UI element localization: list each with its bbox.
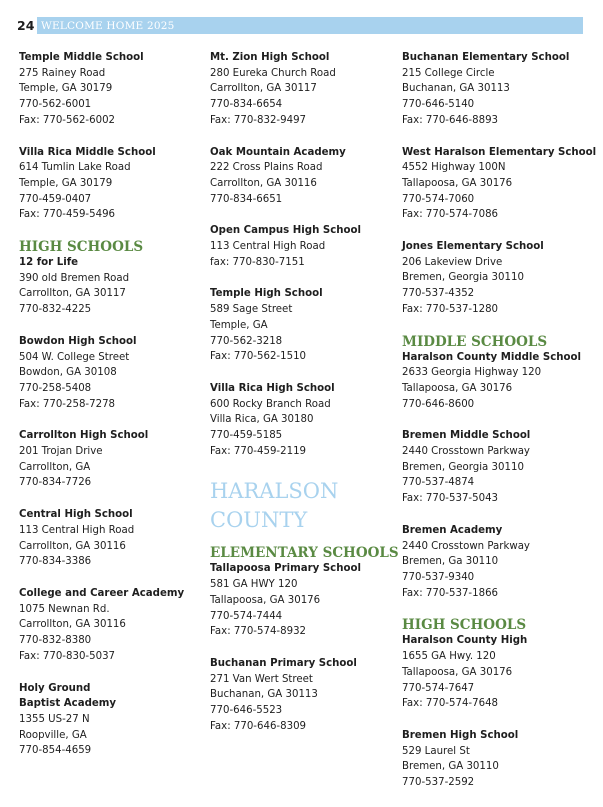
school-name: Carrollton High School — [19, 430, 149, 442]
school-name: Buchanan Primary School — [210, 657, 357, 669]
school-detail-line: 770-646-5140 — [402, 99, 475, 111]
school-detail-line: Fax: 770-830-5037 — [19, 650, 116, 662]
school-detail-line: 770-459-5185 — [210, 430, 283, 442]
school-detail-line: Fax: 770-537-5043 — [402, 493, 499, 505]
school-entry — [402, 523, 587, 602]
school-detail-line: 390 old Bremen Road — [19, 272, 130, 284]
entries-group — [19, 255, 209, 759]
column-2 — [210, 50, 400, 751]
school-name: Haralson County High — [402, 635, 528, 647]
school-name: Temple Middle School — [19, 52, 144, 63]
school-detail-line: Fax: 770-646-8309 — [210, 720, 307, 732]
school-entry — [210, 561, 400, 640]
school-detail-line: 770-562-6001 — [19, 99, 92, 111]
school-entry — [402, 728, 587, 791]
school-detail-line: Carrollton, GA 30116 — [210, 177, 317, 189]
section-heading-middle-schools: MIDDLE SCHOOLS — [402, 333, 548, 350]
school-detail-line: 770-854-4659 — [19, 745, 92, 757]
school-entry — [19, 507, 209, 570]
school-entry — [19, 334, 209, 413]
school-entry — [402, 145, 597, 224]
school-name: Bremen Academy — [402, 524, 503, 536]
school-detail-line: Fax: 770-537-1866 — [402, 587, 499, 599]
school-detail-line: Fax: 770-537-1280 — [402, 303, 499, 315]
school-detail-line: Fax: 770-459-5496 — [19, 209, 116, 221]
school-detail-line: Bremen, Ga 30110 — [402, 556, 499, 568]
school-detail-line: Villa Rica, GA 30180 — [210, 414, 314, 426]
school-detail-line: 770-832-4225 — [19, 304, 92, 316]
school-detail-line: fax: 770-830-7151 — [210, 256, 305, 268]
school-detail-line: 529 Laurel St — [402, 745, 470, 757]
entries-group — [402, 633, 587, 790]
entries-group — [402, 50, 597, 318]
school-name: Jones Elementary School — [402, 241, 544, 253]
school-entry — [210, 145, 400, 208]
school-entry — [19, 586, 209, 665]
school-detail-line: 2440 Crosstown Parkway — [402, 540, 530, 552]
school-detail-line: Baptist Academy — [19, 698, 117, 710]
school-detail-line: 581 GA HWY 120 — [210, 579, 298, 591]
school-entry — [402, 50, 587, 129]
column-1 — [19, 50, 209, 775]
school-detail-line: Fax: 770-562-6002 — [19, 114, 116, 126]
column-3 — [402, 50, 597, 807]
school-entry — [19, 145, 209, 224]
school-detail-line: 222 Cross Plains Road — [210, 162, 323, 174]
county-title — [210, 477, 400, 535]
school-name: West Haralson Elementary School — [402, 146, 597, 158]
school-name: 12 for Life — [19, 257, 79, 269]
school-detail-line: Carrollton, GA 30116 — [19, 619, 126, 631]
school-detail-line: Carrollton, GA 30117 — [19, 288, 126, 300]
school-detail-line: Fax: 770-562-1510 — [210, 351, 307, 363]
school-detail-line: 275 Rainey Road — [19, 67, 106, 79]
school-detail-line: 770-832-8380 — [19, 635, 92, 647]
school-detail-line: 1655 GA Hwy. 120 — [402, 651, 496, 663]
school-detail-line: 614 Tumlin Lake Road — [19, 162, 131, 174]
school-entry — [19, 255, 209, 318]
school-detail-line: Bowdon, GA 30108 — [19, 367, 117, 379]
school-detail-line: 2633 Georgia Highway 120 — [402, 367, 542, 379]
school-detail-line: 201 Trojan Drive — [19, 446, 103, 458]
school-name: Haralson County Middle School — [402, 351, 581, 363]
school-detail-line: Bremen, GA 30110 — [402, 761, 499, 773]
school-detail-line: 1355 US-27 N — [19, 713, 90, 725]
school-detail-line: 770-646-8600 — [402, 398, 475, 410]
school-name: Mt. Zion High School — [210, 52, 330, 63]
school-name: College and Career Academy — [19, 587, 185, 599]
school-detail-line: Bremen, Georgia 30110 — [402, 461, 524, 473]
school-detail-line: Fax: 770-574-7648 — [402, 698, 499, 710]
school-detail-line: 2440 Crosstown Parkway — [402, 446, 530, 458]
school-detail-line: Bremen, Georgia 30110 — [402, 272, 524, 284]
school-detail-line: 113 Central High Road — [19, 524, 135, 536]
school-detail-line: 770-834-7726 — [19, 477, 92, 489]
school-entry — [19, 428, 209, 491]
school-entry — [402, 428, 587, 507]
county-title-line-1: HARALSON — [210, 479, 339, 504]
school-name: Tallapoosa Primary School — [210, 563, 361, 575]
school-detail-line: Fax: 770-832-9497 — [210, 114, 307, 126]
school-detail-line: 770-562-3218 — [210, 335, 283, 347]
school-name: Villa Rica High School — [210, 382, 335, 394]
school-detail-line: 770-537-9340 — [402, 571, 475, 583]
school-name: Central High School — [19, 509, 133, 521]
school-detail-line: Tallapoosa, GA 30176 — [402, 382, 513, 394]
school-detail-line: 271 Van Wert Street — [210, 673, 313, 685]
school-entry — [210, 656, 400, 735]
school-name: Buchanan Elementary School — [402, 52, 570, 63]
school-entry — [402, 350, 587, 413]
section-heading-high-schools: HIGH SCHOOLS — [402, 617, 527, 634]
school-name: Open Campus High School — [210, 225, 362, 237]
school-detail-line: Fax: 770-646-8893 — [402, 114, 499, 126]
section-heading-high-schools: HIGH SCHOOLS — [19, 239, 144, 256]
school-detail-line: 770-834-6651 — [210, 193, 283, 205]
school-name: Temple High School — [210, 288, 323, 300]
school-detail-line: Buchanan, GA 30113 — [402, 83, 510, 95]
school-name: Oak Mountain Academy — [210, 146, 346, 158]
school-name: Holy Ground — [19, 682, 91, 694]
school-name: Bowdon High School — [19, 335, 137, 347]
school-detail-line: 770-537-4874 — [402, 477, 475, 489]
school-detail-line: 113 Central High Road — [210, 241, 326, 253]
school-detail-line: 770-574-7444 — [210, 610, 283, 622]
school-detail-line: 1075 Newnan Rd. — [19, 603, 110, 615]
school-detail-line: Temple, GA — [210, 319, 268, 331]
school-detail-line: Fax: 770-459-2119 — [210, 445, 307, 457]
school-detail-line: 770-834-3386 — [19, 556, 92, 568]
school-detail-line: 600 Rocky Branch Road — [210, 398, 331, 410]
school-detail-line: Temple, GA 30179 — [19, 177, 113, 189]
school-detail-line: Carrollton, GA 30116 — [19, 540, 126, 552]
school-entry — [19, 681, 209, 760]
header-title: WELCOME HOME 2025 — [41, 19, 175, 32]
school-detail-line: 280 Eureka Church Road — [210, 67, 336, 79]
school-detail-line: 770-537-2592 — [402, 777, 475, 789]
school-detail-line: Tallapoosa, GA 30176 — [210, 594, 321, 606]
school-detail-line: Fax: 770-574-7086 — [402, 209, 499, 221]
page-number: 24 — [17, 18, 35, 33]
entries-group — [210, 50, 400, 459]
page-header — [17, 17, 583, 34]
school-detail-line: 770-574-7647 — [402, 682, 475, 694]
county-title-line-2: COUNTY — [210, 508, 308, 533]
school-detail-line: Carrollton, GA 30117 — [210, 83, 317, 95]
school-detail-line: 770-574-7060 — [402, 193, 475, 205]
school-entry — [402, 239, 587, 318]
school-detail-line: Carrollton, GA — [19, 461, 91, 473]
school-entry — [19, 50, 209, 129]
school-detail-line: 504 W. College Street — [19, 351, 130, 363]
header-bar — [37, 17, 583, 34]
school-detail-line: Roopville, GA — [19, 729, 87, 741]
school-name: Villa Rica Middle School — [19, 146, 156, 158]
school-entry — [210, 50, 400, 129]
school-entry — [210, 286, 400, 365]
school-detail-line: 4552 Highway 100N — [402, 162, 506, 174]
school-detail-line: 770-459-0407 — [19, 193, 92, 205]
school-detail-line: Tallapoosa, GA 30176 — [402, 666, 513, 678]
school-detail-line: Fax: 770-258-7278 — [19, 398, 116, 410]
school-name: Bremen Middle School — [402, 430, 531, 442]
school-detail-line: Temple, GA 30179 — [19, 83, 113, 95]
entries-group — [402, 350, 587, 602]
section-heading-elementary-schools: ELEMENTARY SCHOOLS — [210, 545, 399, 562]
school-entry — [210, 223, 400, 270]
school-detail-line: 206 Lakeview Drive — [402, 256, 503, 268]
school-detail-line: 770-834-6654 — [210, 99, 283, 111]
school-detail-line: Tallapoosa, GA 30176 — [402, 177, 513, 189]
entries-group — [210, 561, 400, 734]
school-detail-line: 770-258-5408 — [19, 382, 92, 394]
school-detail-line: 589 Sage Street — [210, 304, 293, 316]
school-detail-line: 770-646-5523 — [210, 705, 283, 717]
school-entry — [402, 633, 587, 712]
school-detail-line: 770-537-4352 — [402, 288, 475, 300]
school-detail-line: 215 College Circle — [402, 67, 495, 79]
school-detail-line: Buchanan, GA 30113 — [210, 689, 318, 701]
school-detail-line: Fax: 770-574-8932 — [210, 626, 307, 638]
school-name: Bremen High School — [402, 729, 519, 741]
entries-group — [19, 50, 209, 223]
school-entry — [210, 381, 400, 460]
